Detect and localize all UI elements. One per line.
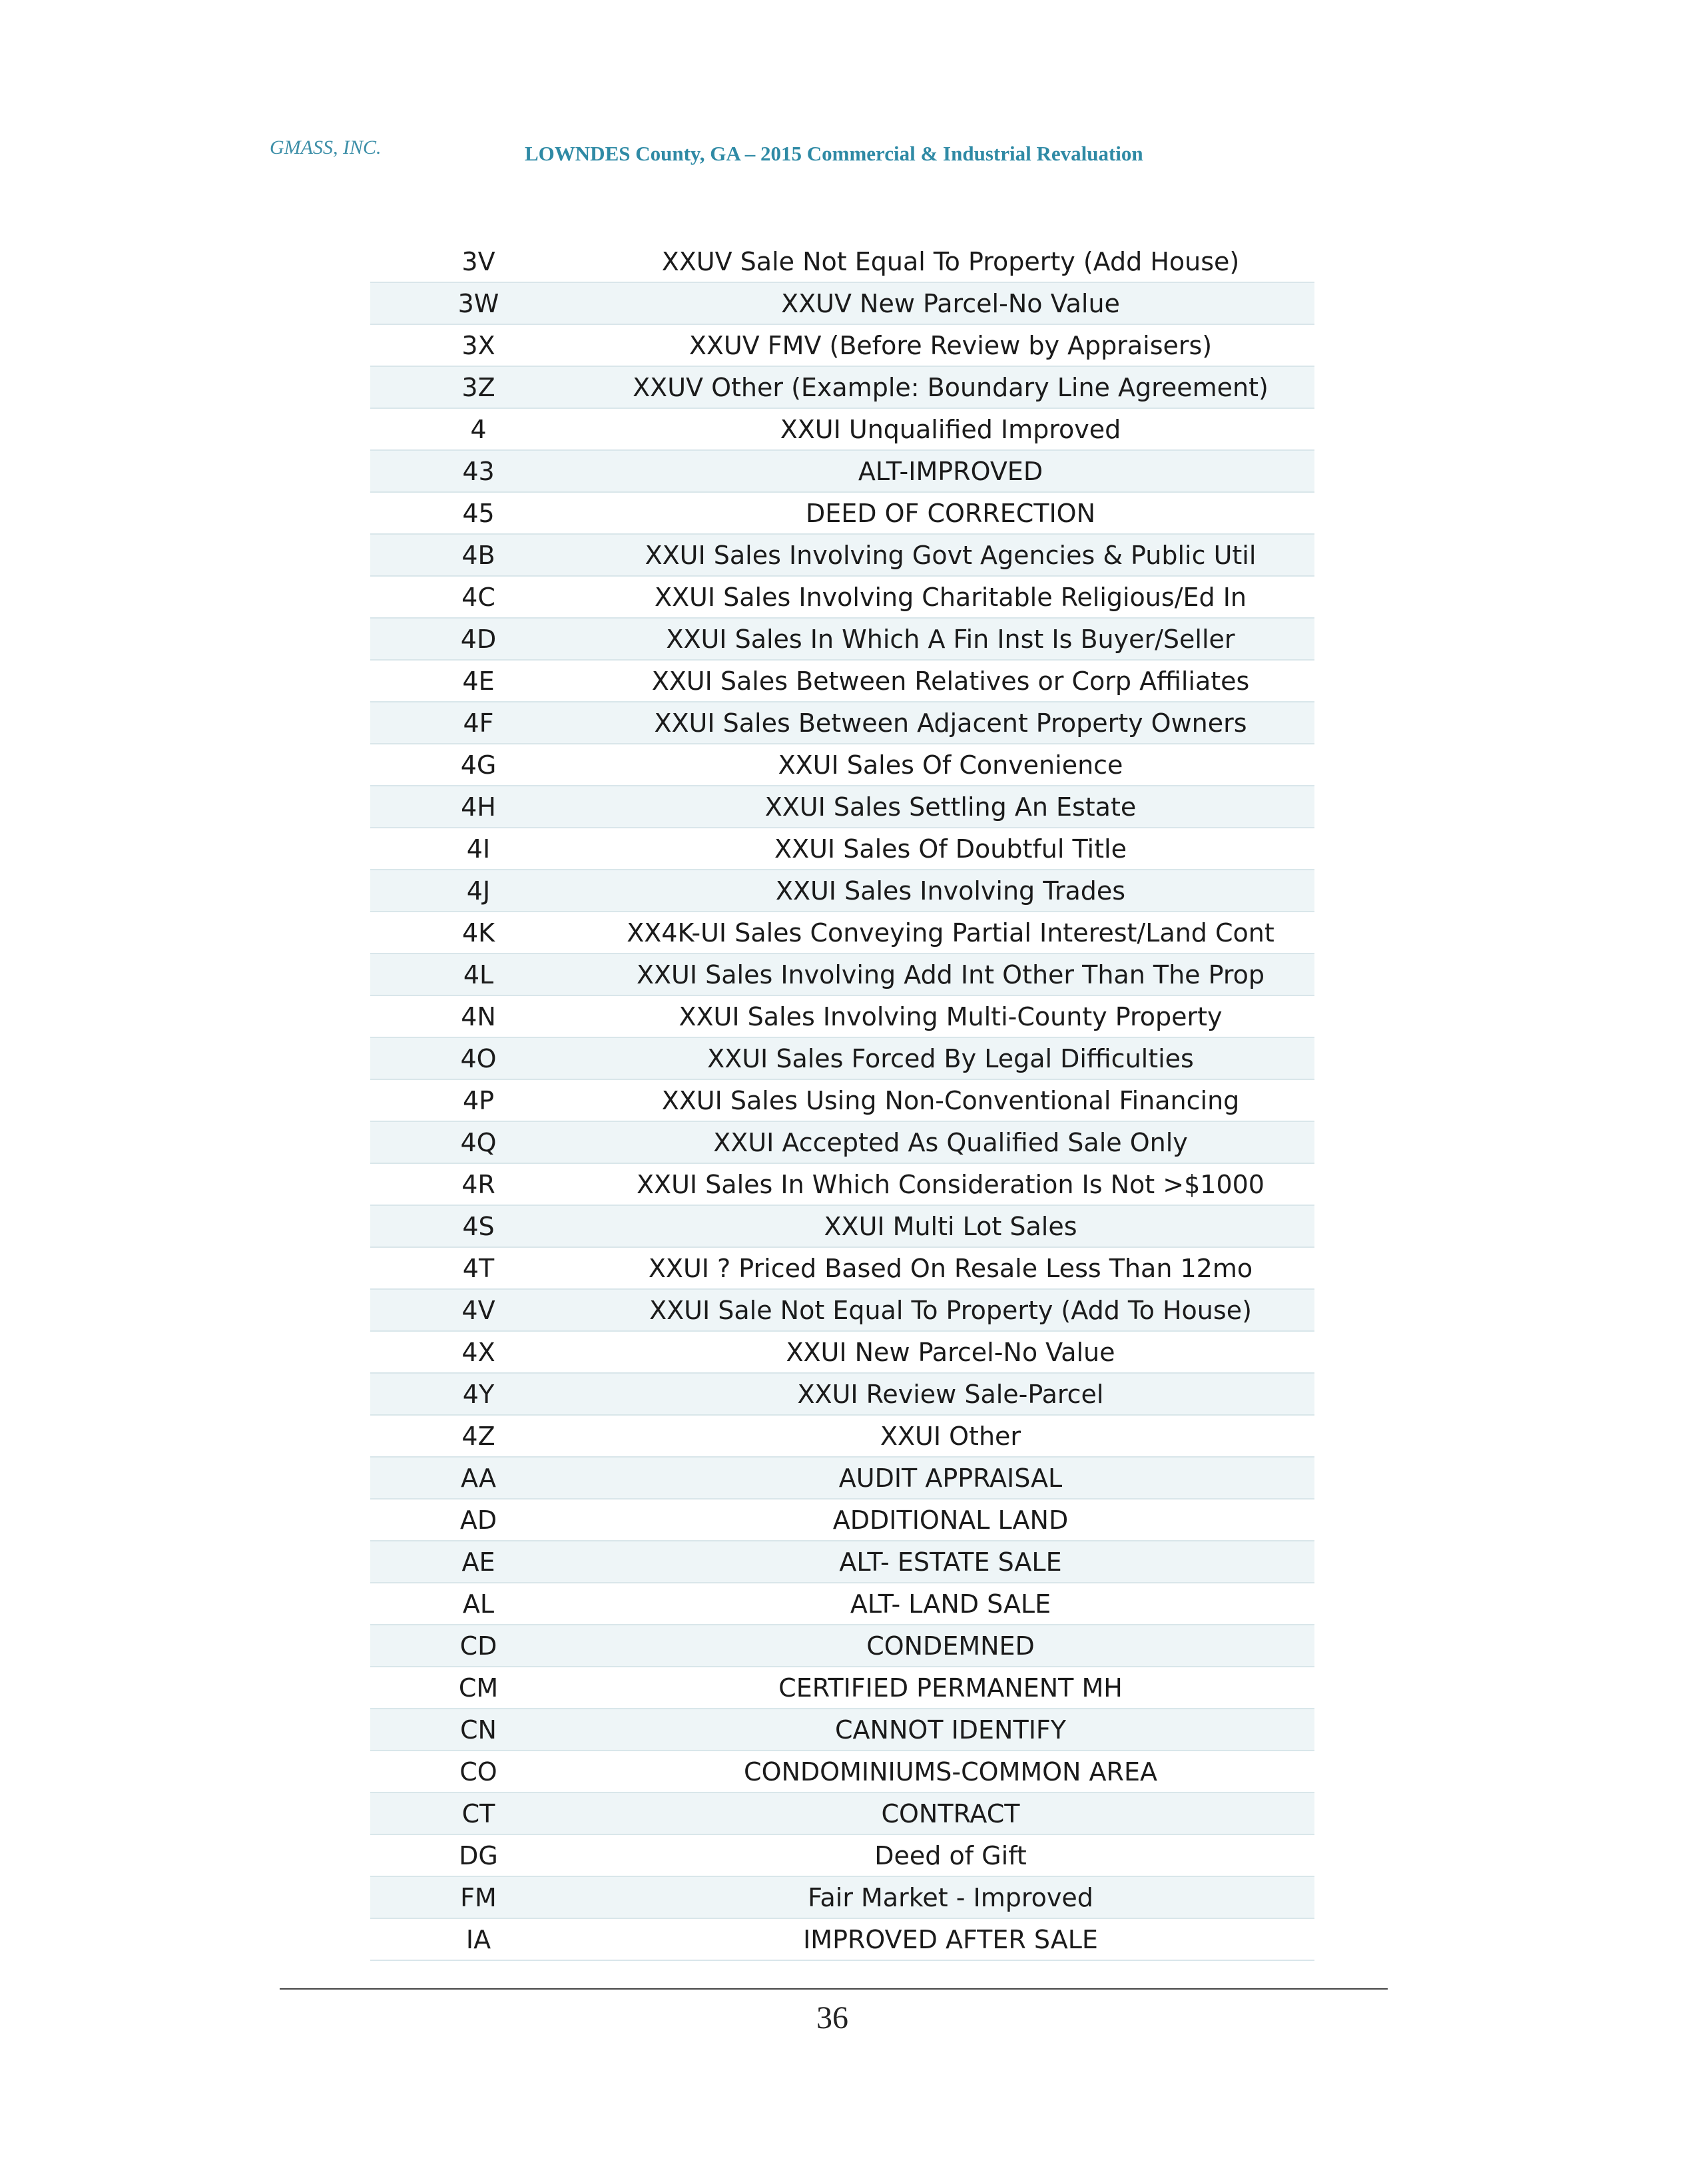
table-row <box>370 282 1314 324</box>
sale-code-description: DEED OF CORRECTION <box>587 492 1314 534</box>
footer-rule <box>280 1988 1388 1990</box>
sale-code-description: Fair Market - Improved <box>587 1876 1314 1918</box>
table-row <box>370 870 1314 912</box>
sale-code: 4K <box>370 912 587 954</box>
sale-code-description: XXUI Sales Between Relatives or Corp Affiliates <box>587 660 1314 702</box>
table-row <box>370 1541 1314 1583</box>
sale-code-description: XXUI Sale Not Equal To Property (Add To House) <box>587 1289 1314 1331</box>
sale-code: CO <box>370 1751 587 1792</box>
sale-code: 3Z <box>370 366 587 408</box>
sale-code: 3X <box>370 324 587 366</box>
table-row <box>370 1121 1314 1163</box>
table-row <box>370 1876 1314 1918</box>
sale-code-description: CONDOMINIUMS-COMMON AREA <box>587 1751 1314 1792</box>
sale-code-description: ALT-IMPROVED <box>587 450 1314 492</box>
sale-code-description: XXUI Sales Using Non-Conventional Financing <box>587 1079 1314 1121</box>
sale-code-rows <box>370 241 1314 1960</box>
sale-code: DG <box>370 1834 587 1876</box>
sale-code-description: XXUI New Parcel-No Value <box>587 1331 1314 1373</box>
sale-code: 4Y <box>370 1373 587 1415</box>
table-row <box>370 1163 1314 1205</box>
sale-code-description: XXUI Sales Involving Add Int Other Than The Prop <box>587 954 1314 995</box>
table-row <box>370 450 1314 492</box>
table-row <box>370 1415 1314 1457</box>
sale-code-description: XXUI ? Priced Based On Resale Less Than 12mo <box>587 1247 1314 1289</box>
sale-code: 3W <box>370 282 587 324</box>
table-row <box>370 1499 1314 1541</box>
sale-code-description: XXUI Sales Involving Trades <box>587 870 1314 912</box>
sale-code-description: XXUV Sale Not Equal To Property (Add House) <box>587 241 1314 282</box>
table-row <box>370 1331 1314 1373</box>
table-row <box>370 1625 1314 1667</box>
sale-code: 4N <box>370 995 587 1037</box>
sale-code-description: XXUV Other (Example: Boundary Line Agreement) <box>587 366 1314 408</box>
table-row <box>370 1751 1314 1792</box>
sale-code-table <box>370 241 1314 1961</box>
table-row <box>370 1289 1314 1331</box>
sale-code-description: XXUI Sales Involving Govt Agencies & Public Util <box>587 534 1314 576</box>
sale-code: 4 <box>370 408 587 450</box>
sale-code-description: XXUI Sales Settling An Estate <box>587 786 1314 828</box>
sale-code: 4T <box>370 1247 587 1289</box>
table-row <box>370 1792 1314 1834</box>
table-row <box>370 702 1314 744</box>
sale-code: 4C <box>370 576 587 618</box>
sale-code: 4S <box>370 1205 587 1247</box>
table-row <box>370 912 1314 954</box>
sale-code-description: XXUI Unqualified Improved <box>587 408 1314 450</box>
sale-code-description: XXUI Sales Of Doubtful Title <box>587 828 1314 870</box>
sale-code-description: XXUI Other <box>587 1415 1314 1457</box>
table-row <box>370 1457 1314 1499</box>
sale-code: 4O <box>370 1037 587 1079</box>
sale-code: 4Q <box>370 1121 587 1163</box>
sale-code-description: XXUI Sales Involving Multi-County Property <box>587 995 1314 1037</box>
sale-code: CN <box>370 1709 587 1751</box>
table-row <box>370 1247 1314 1289</box>
sale-code: 4D <box>370 618 587 660</box>
table-row <box>370 408 1314 450</box>
sale-code-description: XXUI Sales Of Convenience <box>587 744 1314 786</box>
sale-code-description: ALT- LAND SALE <box>587 1583 1314 1625</box>
table-row <box>370 1918 1314 1960</box>
sale-code-description: Deed of Gift <box>587 1834 1314 1876</box>
table-row <box>370 576 1314 618</box>
sale-code-description: AUDIT APPRAISAL <box>587 1457 1314 1499</box>
table-row <box>370 1709 1314 1751</box>
table-row <box>370 1667 1314 1709</box>
table-row <box>370 241 1314 282</box>
sale-code: 45 <box>370 492 587 534</box>
sale-code: 4R <box>370 1163 587 1205</box>
sale-code: 4V <box>370 1289 587 1331</box>
sale-code: FM <box>370 1876 587 1918</box>
table-row <box>370 534 1314 576</box>
sale-code-description: IMPROVED AFTER SALE <box>587 1918 1314 1960</box>
sale-code-description: XXUV FMV (Before Review by Appraisers) <box>587 324 1314 366</box>
sale-code: CT <box>370 1792 587 1834</box>
sale-code-description: CANNOT IDENTIFY <box>587 1709 1314 1751</box>
sale-code: CM <box>370 1667 587 1709</box>
sale-code: 4E <box>370 660 587 702</box>
sale-code-description: CONTRACT <box>587 1792 1314 1834</box>
sale-code: 3V <box>370 241 587 282</box>
sale-code-description: XXUV New Parcel-No Value <box>587 282 1314 324</box>
table-row <box>370 954 1314 995</box>
header-title: LOWNDES County, GA – 2015 Commercial & Industrial Revaluation <box>525 142 1143 165</box>
table-row <box>370 492 1314 534</box>
sale-code-description: ALT- ESTATE SALE <box>587 1541 1314 1583</box>
table-row <box>370 744 1314 786</box>
table-row <box>370 1834 1314 1876</box>
table-row <box>370 1373 1314 1415</box>
sale-code: 4Z <box>370 1415 587 1457</box>
table-row <box>370 1583 1314 1625</box>
table-row <box>370 995 1314 1037</box>
header-company: GMASS, INC. <box>270 136 382 158</box>
sale-code: AA <box>370 1457 587 1499</box>
sale-code-description: CERTIFIED PERMANENT MH <box>587 1667 1314 1709</box>
sale-code: 4F <box>370 702 587 744</box>
table-row <box>370 1037 1314 1079</box>
sale-code: 4J <box>370 870 587 912</box>
sale-code: 4L <box>370 954 587 995</box>
sale-code: AL <box>370 1583 587 1625</box>
sale-code: 4H <box>370 786 587 828</box>
sale-code-description: XXUI Accepted As Qualified Sale Only <box>587 1121 1314 1163</box>
sale-code-description: XXUI Sales Involving Charitable Religious/Ed In <box>587 576 1314 618</box>
sale-code-description: XX4K-UI Sales Conveying Partial Interest/Land Cont <box>587 912 1314 954</box>
table-row <box>370 1079 1314 1121</box>
sale-code: AE <box>370 1541 587 1583</box>
sale-code: 4P <box>370 1079 587 1121</box>
sale-code: 4I <box>370 828 587 870</box>
table-row <box>370 366 1314 408</box>
table-row <box>370 828 1314 870</box>
sale-code-description: CONDEMNED <box>587 1625 1314 1667</box>
table-row <box>370 324 1314 366</box>
sale-code-description: XXUI Review Sale-Parcel <box>587 1373 1314 1415</box>
sale-code-description: XXUI Sales In Which A Fin Inst Is Buyer/Seller <box>587 618 1314 660</box>
sale-code-description: XXUI Sales Forced By Legal Difficulties <box>587 1037 1314 1079</box>
page-number: 36 <box>816 2000 848 2036</box>
sale-code: 4X <box>370 1331 587 1373</box>
table-row <box>370 1205 1314 1247</box>
sale-code-description: ADDITIONAL LAND <box>587 1499 1314 1541</box>
sale-code-description: XXUI Sales In Which Consideration Is Not >$1000 <box>587 1163 1314 1205</box>
sale-code: 4B <box>370 534 587 576</box>
table-row <box>370 618 1314 660</box>
sale-code: 4G <box>370 744 587 786</box>
sale-code: 43 <box>370 450 587 492</box>
sale-code-description: XXUI Sales Between Adjacent Property Owners <box>587 702 1314 744</box>
sale-code-description: XXUI Multi Lot Sales <box>587 1205 1314 1247</box>
sale-code: IA <box>370 1918 587 1960</box>
sale-code: CD <box>370 1625 587 1667</box>
sale-code: AD <box>370 1499 587 1541</box>
table-row <box>370 660 1314 702</box>
table-row <box>370 786 1314 828</box>
